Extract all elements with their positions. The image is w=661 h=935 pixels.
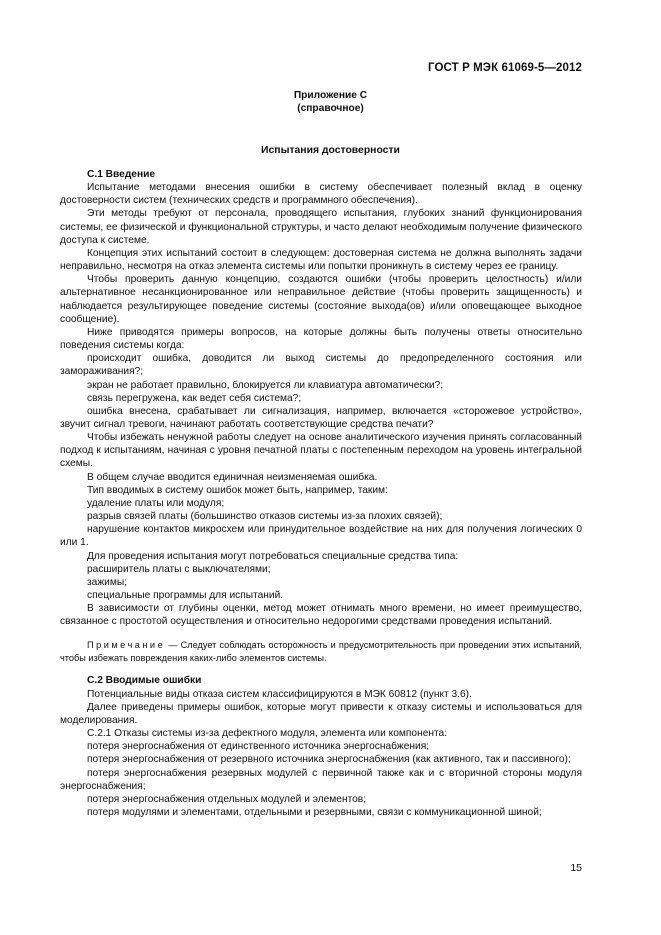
list-item: нарушение контактов микросхем или принудительное воздействие на них для получения логических 0 или 1.	[60, 524, 582, 549]
list-item: потеря энергоснабжения отдельных модулей и элементов;	[87, 793, 367, 805]
paragraph: Эти методы требуют от персонала, проводящего испытания, глубоких знаний функционирования системы, ее физической и функциональной структуры, и часто делают необходимым получение физического доступа к системе.	[60, 208, 582, 246]
list-item: потеря энергоснабжения от единственного источника энергоснабжения;	[87, 741, 430, 753]
paragraph: Для проведения испытания могут потребоваться специальные средства типа:	[87, 550, 459, 562]
list-item: разрыв связей платы (большинство отказов системы из-за плохих связей);	[87, 511, 443, 523]
list-item: потеря энергоснабжения от резервного источника энергоснабжения (как активного, так и пассивного);	[87, 754, 571, 766]
appendix-heading	[0, 89, 661, 115]
paragraph: В общем случае вводится единичная неизменяемая ошибка.	[87, 471, 378, 483]
list-item: специальные программы для испытаний.	[87, 590, 284, 601]
list-item: удаление платы или модуля;	[87, 497, 225, 509]
list-item: расширитель платы с выключателями;	[87, 563, 271, 575]
section-heading-c1: С.1 Введение	[87, 169, 156, 180]
standard-header: ГОСТ Р МЭК 61069-5—2012	[428, 62, 582, 74]
list-item: потеря энергоснабжения резервных модулей с первичной также как и с вторичной стороны модуля энергоснабжения;	[60, 767, 582, 792]
list-item: связь перегружена, как ведет себя система?;	[87, 392, 302, 404]
list-item: экран не работает правильно, блокируется ли клавиатура автоматически?;	[87, 379, 444, 391]
paragraph: Концепция этих испытаний состоит в следующем: достоверная система не должна выполнять задачи неправильно, несмотря на отказ элемента системы или попытки проникнуть в систему через ее границу.	[60, 247, 582, 273]
paragraph: Чтобы проверить данную концепцию, создаются ошибки (чтобы проверить целостность) и/или альтернативное несанкционированное или неправильное действие (чтобы проверить защищенность) и наблюдается результирующее поведение системы (состояние выхода(ов) и/или оповещающее выходное сообщение).	[60, 274, 582, 325]
section-heading-c2: С.2 Вводимые ошибки	[87, 675, 202, 687]
list-item: ошибка внесена, срабатывает ли сигнализация, например, включается «сторожевое устройство», звучит сигнал тревоги, начинают работать соответствующие средства печати?	[60, 405, 582, 430]
appendix-title: Приложение С	[293, 90, 368, 101]
list-item: зажимы;	[87, 576, 127, 588]
paragraph: В зависимости от глубины оценки, метод может отнимать много времени, но имеет преимущество, связанное с простотой осуществления и относительно недорогими средствами проведения испытаний.	[60, 603, 582, 628]
paragraph: Испытание методами внесения ошибки в систему обеспечивает полезный вклад в оценку достоверности систем (технических средств и программного обеспечения).	[60, 182, 582, 207]
section-title: Испытания достоверности	[261, 145, 400, 156]
note-label: Примечание	[87, 640, 166, 651]
paragraph: Далее приведены примеры ошибок, которые могут привести к отказу системы и использоваться для моделирования.	[60, 701, 582, 726]
appendix-subtitle: (справочное)	[297, 103, 364, 114]
paragraph: Чтобы избежать ненужной работы следует на основе аналитического изучения принять согласованный подход к испытаниям, начиная с уровня печатной платы с постепенным переходом на уровень интегральной схемы.	[60, 432, 582, 470]
paragraph: Ниже приводятся примеры вопросов, на которые должны быть получены ответы относительно поведения системы когда:	[60, 326, 582, 352]
paragraph: Тип вводимых в систему ошибок может быть, например, таким:	[87, 484, 388, 496]
document-body	[60, 168, 582, 819]
paragraph: Потенциальные виды отказа систем классифицируются в МЭК 60812 (пункт 3.6).	[87, 688, 472, 700]
list-item: потеря модулями и элементами, отдельными и резервными, связи с коммуникационной шиной;	[87, 807, 542, 819]
note-text: — Следует соблюдать осторожность и предусмотрительность при проведении этих испытаний, чтобы избежать повреждения каких-либо элементов системы.	[60, 640, 582, 663]
list-item: происходит ошибка, доводится ли выход системы до предопределенного состояния или замораживания?;	[60, 353, 582, 378]
page-number: 15	[570, 862, 582, 874]
note	[60, 639, 582, 664]
subclause: С.2.1 Отказы системы из-за дефектного модуля, элемента или компонента:	[87, 728, 448, 740]
